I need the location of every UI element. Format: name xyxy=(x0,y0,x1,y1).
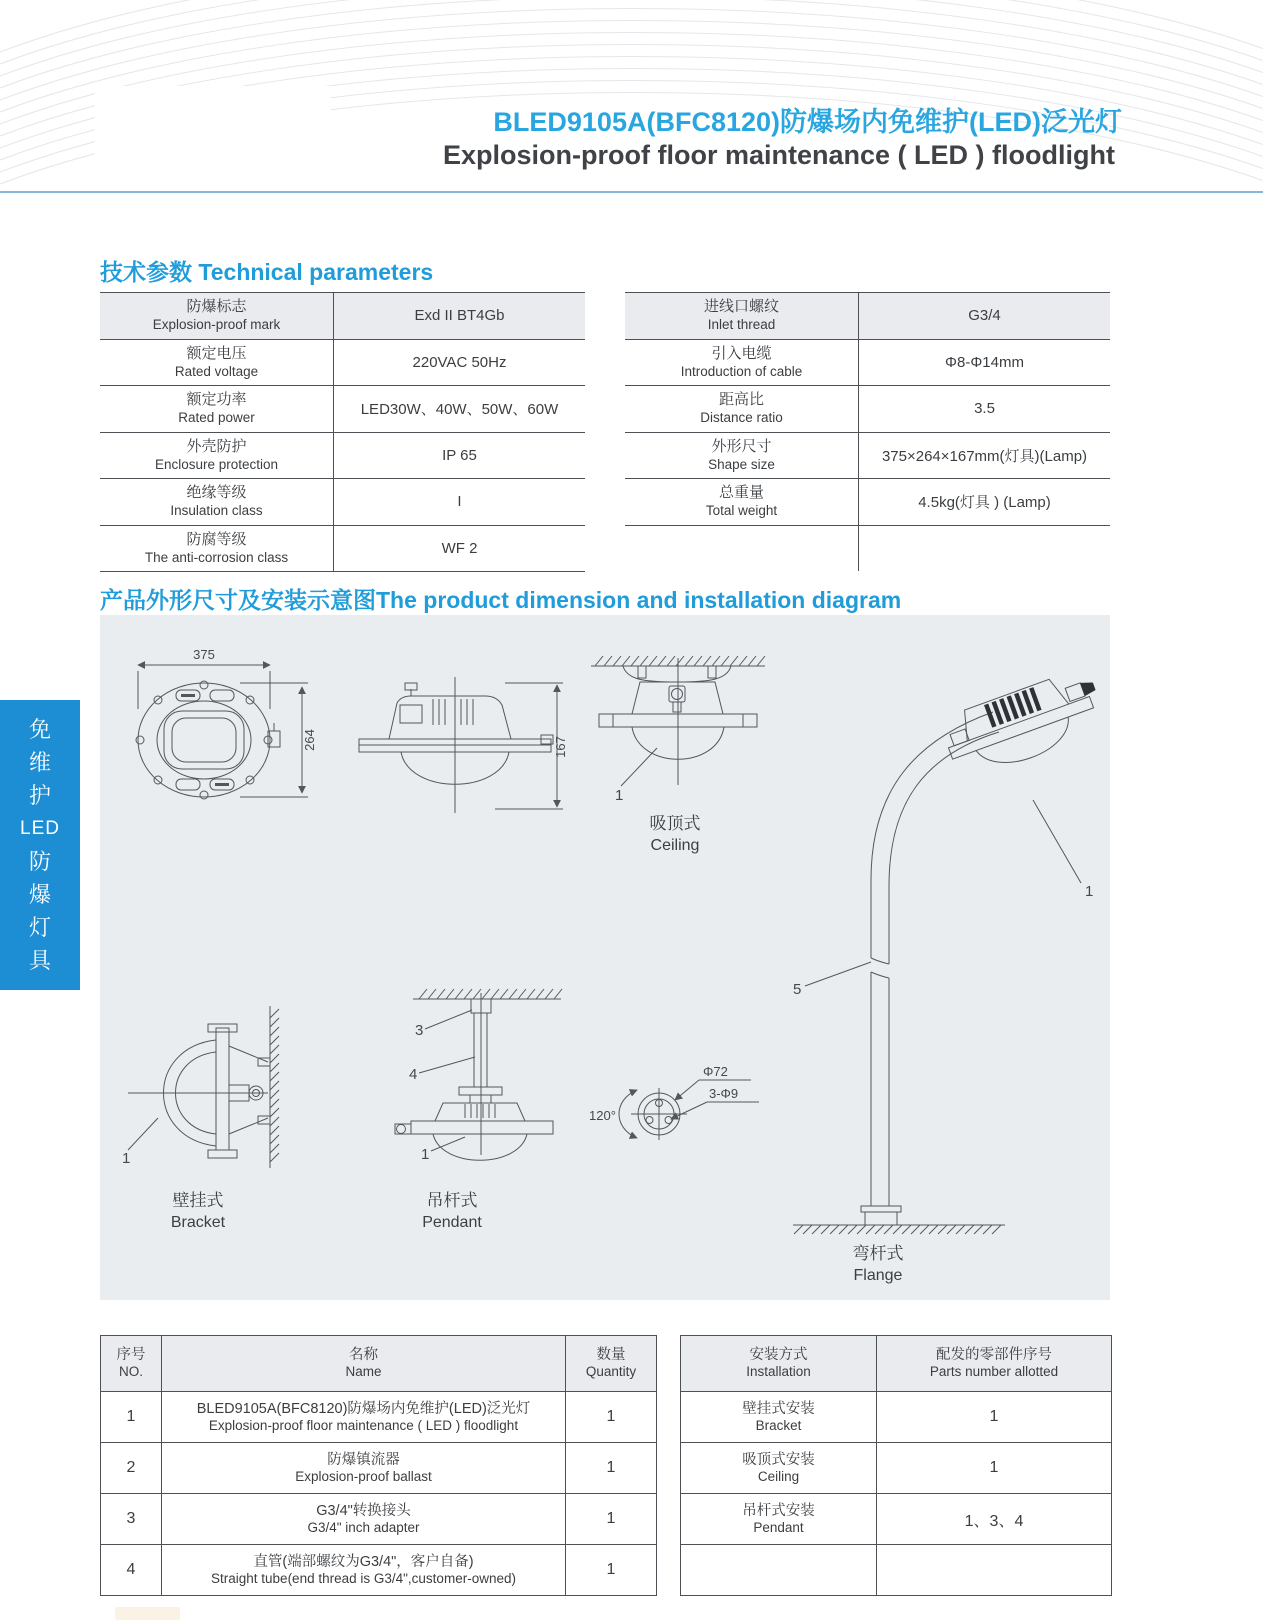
param-value: I xyxy=(457,493,462,511)
row-parts: 1 xyxy=(989,1459,999,1476)
param-label-zh: 引入电缆 xyxy=(711,344,772,362)
tech-params-table-left xyxy=(100,292,585,572)
cell-quantity xyxy=(566,1443,656,1493)
param-label-zh: 额定功率 xyxy=(186,391,247,409)
table-header-row xyxy=(101,1336,656,1392)
row-qty: 1 xyxy=(606,1459,616,1476)
table-row xyxy=(681,1545,1111,1595)
param-value-cell xyxy=(859,386,1110,432)
callout-adapter: 3 xyxy=(415,1022,424,1039)
table-header-row xyxy=(681,1336,1111,1392)
param-value: G3/4 xyxy=(968,307,1001,325)
param-label-en: Inlet thread xyxy=(707,317,776,333)
param-label-cell xyxy=(625,386,859,432)
param-label-zh: 防腐等级 xyxy=(186,530,247,548)
dim-width-label: 375 xyxy=(193,647,215,662)
param-value-cell xyxy=(859,526,1110,572)
tech-section-heading: 技术参数 Technical parameters xyxy=(100,259,434,285)
row-qty: 1 xyxy=(606,1561,616,1578)
table-row xyxy=(625,526,1110,572)
param-label-cell xyxy=(625,433,859,479)
page-title-en: Explosion-proof floor maintenance ( LED ) floodlight xyxy=(443,140,1115,170)
table-row xyxy=(101,1545,656,1595)
header-zh: 序号 xyxy=(116,1347,146,1364)
table-row xyxy=(681,1443,1111,1494)
cell-installation xyxy=(681,1392,877,1442)
sidebar-category-tab xyxy=(0,700,80,990)
row-parts: 1 xyxy=(989,1408,999,1425)
table-row xyxy=(100,386,585,433)
parts-list-table xyxy=(100,1335,657,1596)
table-row xyxy=(100,293,585,340)
param-value-cell xyxy=(334,293,585,339)
way-en: Bracket xyxy=(755,1417,802,1433)
cell-installation xyxy=(681,1494,877,1544)
header-zh: 安装方式 xyxy=(749,1347,808,1364)
cell-quantity xyxy=(566,1494,656,1544)
param-value: IP 65 xyxy=(442,446,477,464)
param-value-cell xyxy=(859,479,1110,525)
sidebar-char: LED xyxy=(20,818,60,839)
param-label-en: Total weight xyxy=(705,503,778,519)
table-row xyxy=(681,1494,1111,1545)
pendant-caption xyxy=(372,1190,532,1233)
header-zh: 名称 xyxy=(349,1347,378,1364)
header-en: NO. xyxy=(118,1364,143,1380)
param-label-en: Rated power xyxy=(178,410,255,426)
param-label-en: Insulation class xyxy=(170,503,263,519)
way-en: Ceiling xyxy=(757,1468,800,1484)
col-header-no xyxy=(101,1336,162,1391)
table-row xyxy=(100,526,585,573)
way-zh: 吸顶式安装 xyxy=(742,1451,815,1468)
sidebar-char: 具 xyxy=(28,948,51,973)
table-row xyxy=(100,340,585,387)
name-zh: G3/4"转换接头 xyxy=(316,1502,411,1519)
flange-angle-label: 120° xyxy=(589,1108,616,1123)
header-divider xyxy=(0,191,1263,193)
pendant-caption-en: Pendant xyxy=(422,1214,482,1231)
installation-diagram-panel xyxy=(100,615,1110,1300)
param-value-cell xyxy=(334,526,585,572)
param-label-cell xyxy=(625,340,859,386)
way-zh: 吊杆式安装 xyxy=(742,1502,815,1519)
table-row xyxy=(625,340,1110,387)
sidebar-char: 免 xyxy=(28,717,51,742)
table-row xyxy=(625,433,1110,480)
param-label-zh: 额定电压 xyxy=(186,344,247,362)
param-label-zh: 距高比 xyxy=(718,391,764,409)
header-en: Parts number allotted xyxy=(929,1364,1059,1380)
table-row xyxy=(681,1392,1111,1443)
table-row xyxy=(101,1494,656,1545)
ceiling-mount-drawing xyxy=(585,650,770,815)
param-label-en: Introduction of cable xyxy=(680,363,803,379)
cell-parts xyxy=(877,1494,1111,1544)
pendant-drawing xyxy=(365,983,565,1165)
name-en: Explosion-proof ballast xyxy=(295,1468,432,1484)
param-value: 375×264×167mm(灯具)(Lamp) xyxy=(881,447,1088,465)
table-row xyxy=(100,433,585,480)
table-row xyxy=(101,1392,656,1443)
header-zh: 数量 xyxy=(596,1347,626,1364)
cell-parts xyxy=(877,1545,1111,1595)
col-header-name xyxy=(162,1336,566,1391)
way-zh: 壁挂式安装 xyxy=(742,1400,815,1417)
cell-installation xyxy=(681,1443,877,1493)
callout-lamp: 1 xyxy=(421,1146,430,1163)
param-value: 3.5 xyxy=(974,400,995,418)
header-en: Installation xyxy=(746,1364,811,1380)
flange-caption-en: Flange xyxy=(853,1267,903,1284)
callout-lamp: 1 xyxy=(615,787,624,804)
param-label-cell xyxy=(100,526,334,572)
param-value: WF 2 xyxy=(441,539,478,557)
bracket-caption xyxy=(118,1190,278,1233)
col-header-installation xyxy=(681,1336,877,1391)
flange-caption-zh: 弯杆式 xyxy=(852,1244,904,1263)
tech-params-table-right xyxy=(625,292,1110,571)
sidebar-char: 防 xyxy=(28,849,51,874)
callout-lamp: 1 xyxy=(1085,883,1094,900)
header-en: Quantity xyxy=(585,1364,637,1380)
sidebar-char: 护 xyxy=(28,783,51,808)
cell-no xyxy=(101,1545,162,1595)
param-label-zh: 防爆标志 xyxy=(186,298,247,316)
name-zh: BLED9105A(BFC8120)防爆场内免维护(LED)泛光灯 xyxy=(196,1400,531,1417)
row-qty: 1 xyxy=(606,1510,616,1527)
param-value-cell xyxy=(859,433,1110,479)
wall-bracket-drawing xyxy=(118,1000,328,1175)
row-no: 2 xyxy=(126,1459,136,1476)
cell-installation xyxy=(681,1545,877,1595)
cell-no xyxy=(101,1443,162,1493)
param-label-cell xyxy=(625,293,859,339)
diagram-section-heading: 产品外形尺寸及安装示意图The product dimension and installation diagram xyxy=(100,587,902,613)
param-value: 4.5kg(灯具 ) (Lamp) xyxy=(918,494,1051,512)
table-row xyxy=(625,386,1110,433)
row-parts: 1、3、4 xyxy=(964,1512,1024,1530)
param-label-en: Enclosure protection xyxy=(154,456,279,472)
col-header-quantity xyxy=(566,1336,656,1391)
param-value: Φ8-Φ14mm xyxy=(945,353,1024,371)
param-label-cell xyxy=(100,386,334,432)
flange-caption xyxy=(798,1243,958,1286)
header-zh: 配发的零部件序号 xyxy=(936,1347,1052,1364)
param-value: LED30W、40W、50W、60W xyxy=(360,401,559,419)
param-value-cell xyxy=(334,479,585,525)
param-value-cell xyxy=(334,386,585,432)
row-qty: 1 xyxy=(606,1408,616,1425)
callout-lamp: 1 xyxy=(122,1150,131,1167)
flange-holes-label: 3-Φ9 xyxy=(709,1086,739,1101)
table-row xyxy=(625,479,1110,526)
bracket-caption-en: Bracket xyxy=(170,1214,226,1231)
faint-footer-mark xyxy=(115,1607,180,1620)
name-en: Straight tube(end thread is G3/4",customer-owned) xyxy=(211,1570,516,1586)
way-en: Pendant xyxy=(753,1519,804,1535)
side-view-drawing xyxy=(345,663,568,823)
param-label-zh: 外形尺寸 xyxy=(711,437,772,455)
param-label-cell xyxy=(100,479,334,525)
pendant-caption-zh: 吊杆式 xyxy=(426,1191,478,1210)
cell-quantity xyxy=(566,1545,656,1595)
param-label-en: Distance ratio xyxy=(700,410,783,426)
param-label-zh: 外壳防护 xyxy=(186,437,247,455)
cell-no xyxy=(101,1392,162,1442)
dim-height-label: 264 xyxy=(302,729,317,751)
name-zh: 直管(端部螺纹为G3/4"，客户自备) xyxy=(253,1553,474,1570)
page-title-zh: BLED9105A(BFC8120)防爆场内免维护(LED)泛光灯 xyxy=(493,107,1122,137)
param-label-zh: 绝缘等级 xyxy=(186,484,247,502)
flange-diameter-label: Φ72 xyxy=(703,1064,728,1079)
sidebar-char: 灯 xyxy=(28,915,51,940)
installation-table xyxy=(680,1335,1112,1596)
cell-name xyxy=(162,1545,566,1595)
param-label-cell xyxy=(625,479,859,525)
name-zh: 防爆镇流器 xyxy=(327,1451,400,1468)
header-en: Name xyxy=(345,1364,382,1380)
param-label-en: Rated voltage xyxy=(174,363,259,379)
dim-depth-label: 167 xyxy=(553,736,568,758)
cell-parts xyxy=(877,1392,1111,1442)
ceiling-caption xyxy=(595,813,755,856)
param-value: Exd II BT4Gb xyxy=(414,307,505,325)
flange-detail-drawing xyxy=(587,1060,787,1160)
cell-name xyxy=(162,1494,566,1544)
cell-no xyxy=(101,1494,162,1544)
cell-quantity xyxy=(566,1392,656,1442)
ceiling-caption-en: Ceiling xyxy=(650,837,700,854)
table-row xyxy=(625,293,1110,340)
param-value-cell xyxy=(859,293,1110,339)
param-label-cell xyxy=(100,433,334,479)
param-label-en: Explosion-proof mark xyxy=(152,317,281,333)
param-value: 220VAC 50Hz xyxy=(412,353,507,371)
cell-parts xyxy=(877,1443,1111,1493)
col-header-parts-allotted xyxy=(877,1336,1111,1391)
param-label-cell xyxy=(100,293,334,339)
param-value-cell xyxy=(334,340,585,386)
callout-tube: 4 xyxy=(409,1066,418,1083)
bent-pole-drawing xyxy=(765,640,1105,1260)
name-en: G3/4" inch adapter xyxy=(307,1519,420,1535)
param-label-zh: 总重量 xyxy=(718,484,764,502)
name-en: Explosion-proof floor maintenance ( LED ) floodlight xyxy=(208,1417,519,1433)
sidebar-char: 爆 xyxy=(28,882,51,907)
front-view-drawing xyxy=(120,645,320,820)
callout-pole: 5 xyxy=(793,981,802,998)
param-label-en: The anti-corrosion class xyxy=(144,549,289,565)
param-label-zh: 进线口螺纹 xyxy=(703,298,779,316)
param-value-cell xyxy=(859,340,1110,386)
row-no: 4 xyxy=(126,1561,136,1578)
cell-name xyxy=(162,1443,566,1493)
row-no: 3 xyxy=(126,1510,136,1527)
table-row xyxy=(101,1443,656,1494)
sidebar-char: 维 xyxy=(28,750,51,775)
param-label-cell xyxy=(100,340,334,386)
ceiling-caption-zh: 吸顶式 xyxy=(649,814,701,833)
bracket-caption-zh: 壁挂式 xyxy=(172,1191,224,1210)
cell-name xyxy=(162,1392,566,1442)
row-no: 1 xyxy=(126,1408,136,1425)
logo-placeholder xyxy=(95,86,331,176)
param-value-cell xyxy=(334,433,585,479)
param-label-en: Shape size xyxy=(708,456,775,472)
table-row xyxy=(100,479,585,526)
page-header xyxy=(0,0,1263,196)
param-label-cell xyxy=(625,526,859,572)
